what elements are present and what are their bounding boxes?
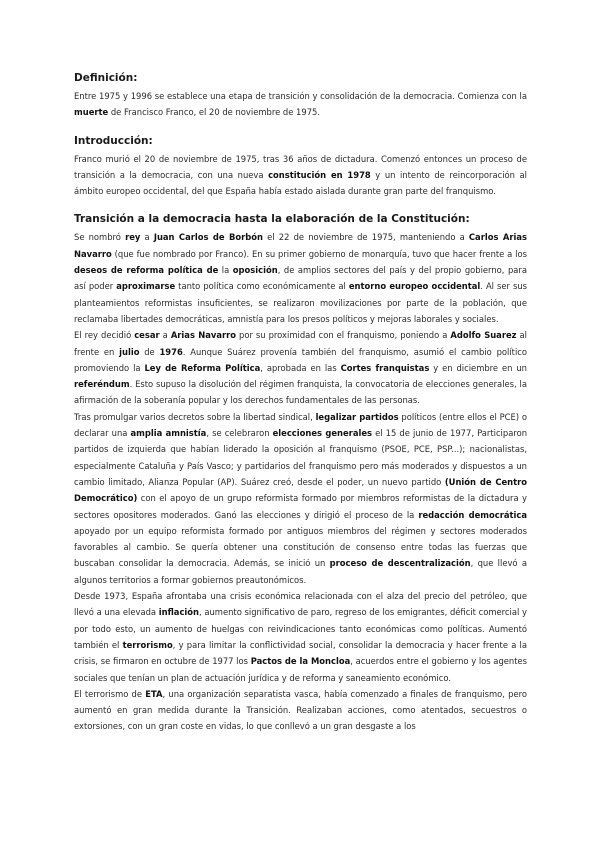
bold-text: deseos de reforma política de	[74, 265, 219, 276]
text-run: Entre 1975 y 1996 se establece una etapa de transición y consolidación de la democracia. Comienza con la	[74, 91, 527, 101]
paragraph	[74, 588, 527, 686]
text-run: de Francisco Franco, el 20 de noviembre de 1975.	[108, 107, 321, 118]
paragraph	[74, 229, 527, 327]
section-heading: Definición:	[74, 72, 138, 84]
bold-text: Ley de Reforma Política	[144, 362, 261, 373]
bold-text: elecciones generales	[272, 428, 373, 439]
section	[74, 211, 527, 734]
text-run: , de amplios sectores del país y del propio gobierno, para así poder	[74, 265, 527, 292]
text-run: . Esto supuso la disolución del régimen franquista, la convocatoria de elecciones generales, la afirmación de la soberanía popular y los derechos fundamentales de las personas.	[74, 379, 527, 406]
text-run: políticos (entre ellos el PCE) o declarar una	[74, 411, 527, 439]
bold-text: 1976	[159, 346, 183, 357]
text-run: , aumento significativo de paro, regreso de los emigrantes, déficit comercial y por todo esto, un aumento de huelgas con reivindicaciones tanto económicas como políticas. Aumentó también el	[74, 607, 527, 650]
bold-text: cesar	[134, 330, 160, 341]
bold-text: Cortes franquistas	[340, 362, 430, 373]
bold-text: Juan Carlos de Borbón	[153, 232, 263, 243]
text-run: Tras promulgar varios decretos sobre la libertad sindical,	[74, 411, 316, 422]
bold-text: julio	[119, 346, 140, 357]
section	[74, 133, 527, 200]
text-run: apoyado por un equipo reformista formado por antiguos miembros del régimen y sectores moderados favorables al cambio. Se quería obtener una constitución de consenso entre todas las fuerzas que buscaban consolidar la democracia. Además, se inició un	[74, 525, 527, 569]
text-run: al frente en	[74, 330, 528, 357]
bold-text: terrorismo	[122, 639, 173, 650]
text-run: por su proximidad con el franquismo, poniendo a	[236, 330, 451, 341]
text-run: , se celebraron	[206, 428, 273, 439]
paragraph	[74, 151, 527, 200]
text-run: y en diciembre en un	[429, 362, 527, 373]
text-run: Desde 1973, España afrontaba una crisis económica relacionada con el alza del precio del petróleo, que llevó a una elevada	[74, 591, 527, 618]
document-body	[74, 70, 527, 735]
bold-text: proceso de descentralización	[329, 558, 471, 569]
paragraph	[74, 327, 527, 408]
text-run: el 15 de junio de 1977, Participaron partidos de izquierda que habían liderado la oposición al franquismo (PSOE, PCE, PSP...); nacionalistas, especialmente Cataluña y País Vasco; y partidarios del franquismo pero más moderados y dispuestos a un cambio limitado, Alianza Popular (AP). Suárez creó, desde el poder, un nuevo partido	[74, 428, 528, 487]
bold-text: amplia amnistía	[130, 428, 207, 439]
bold-text: (Unión de Centro Democrático)	[74, 476, 527, 504]
bold-text: Arias Navarro	[170, 330, 236, 341]
bold-text: muerte	[74, 107, 109, 118]
text-run: , acuerdos entre el gobierno y los agentes sociales que tenían un plan de actuación jurídica y de reforma y saneamiento económico.	[74, 656, 528, 683]
bold-text: aproximarse	[116, 281, 176, 292]
bold-text: redacción democrática	[418, 509, 527, 520]
text-run: y un intento de reincorporación al ámbito europeo occidental, del que España había estado aislada durante gran parte del franquismo.	[74, 169, 528, 197]
bold-text: constitución en 1978	[268, 169, 371, 180]
section-heading: Introducción:	[74, 134, 153, 147]
paragraph	[74, 409, 527, 588]
text-run: a	[159, 330, 171, 341]
paragraph	[74, 88, 527, 121]
bold-text: oposición	[232, 265, 278, 276]
text-run: , aprobada en las	[260, 362, 341, 373]
text-run: Franco murió el 20 de noviembre de 1975, tras 36 años de dictadura. Comenzó entonces un proceso de transición a la democracia, con una nueva	[74, 153, 527, 180]
bold-text: Adolfo Suarez	[450, 330, 517, 341]
text-run: , una organización separatista vasca, había comenzado a finales de franquismo, pero aumentó en gran medida durante la Transición. Realizaban acciones, como atentados, secuestros o extorsiones, con un gran coste en vidas, lo que conllevó a un gran desgaste a los	[74, 688, 527, 732]
bold-text: inflación	[158, 607, 199, 618]
text-run: la	[218, 265, 233, 276]
bold-text: rey	[125, 232, 141, 243]
text-run: Se nombró	[74, 232, 126, 243]
bold-text: ETA	[145, 688, 163, 699]
text-run: . Aunque Suárez provenía también del franquismo, asumió el cambio político promoviendo la	[74, 346, 527, 373]
text-run: el 22 de noviembre de 1975, manteniendo a	[262, 232, 469, 243]
text-run: tanto política como económicamente al	[175, 281, 349, 292]
bold-text: Pactos de la Moncloa	[250, 656, 351, 667]
text-run: , que llevó a algunos territorios a formar gobiernos preautonómicos.	[74, 558, 527, 585]
text-run: con el apoyo de un grupo reformista formado por miembros reformistas de la dictadura y sectores opositores moderados. Ganó las elecciones y dirigió el proceso de la	[74, 493, 527, 520]
text-run: (que fue nombrado por Franco). En su primer gobierno de monarquía, tuvo que hacer frente a los	[111, 248, 527, 259]
text-run: . Al ser sus planteamientos reformistas insuficientes, se realizaron movilizaciones por parte de la población, que reclamaba libertades democráticas, amnistía para los presos políticos y mejoras laborales y sociales.	[74, 281, 528, 324]
bold-text: referéndum	[74, 379, 130, 390]
paragraph	[74, 686, 527, 735]
text-run: El terrorismo de	[74, 688, 146, 699]
bold-text: legalizar partidos	[315, 411, 399, 422]
text-run: , y para limitar la conflictividad social, consolidar la democracia y hacer frente a la crisis, se firmaron en octubre de 1977 los	[74, 639, 527, 667]
text-run: de	[139, 346, 160, 357]
section-heading: Transición a la democracia hasta la elaboración de la Constitución:	[74, 213, 470, 226]
text-run: El rey decidió	[74, 330, 135, 341]
section	[74, 70, 527, 121]
bold-text: entorno europeo occidental	[348, 281, 481, 292]
text-run: a	[140, 232, 154, 243]
bold-text: Carlos Arias Navarro	[74, 232, 527, 259]
